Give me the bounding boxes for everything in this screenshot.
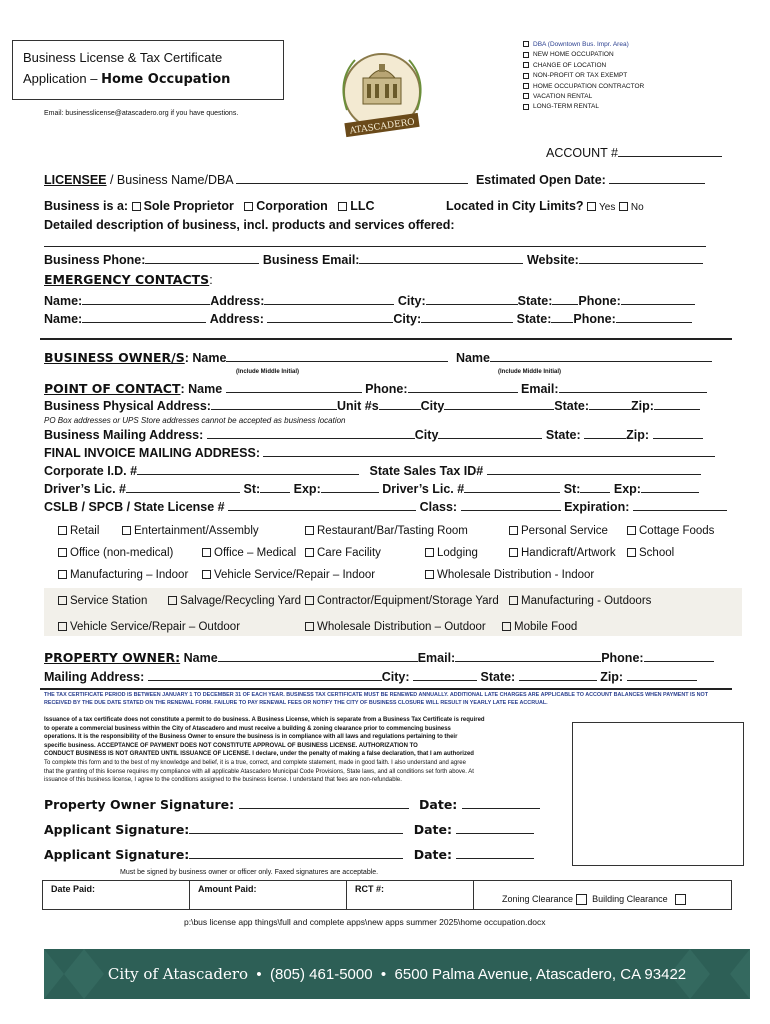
drivers-license-row [44,482,758,496]
dl2-exp-field[interactable] [641,482,699,493]
applicant-signature-label-1: Applicant Signature: [44,822,190,837]
dl1-st-label: St: [243,482,261,496]
city-limits-no-checkbox[interactable] [619,202,628,211]
ec2-address-field[interactable] [267,312,393,323]
business-owners-heading: BUSINESS OWNER/S [44,350,185,365]
mailing-zip-field[interactable] [653,428,703,439]
category-checkbox[interactable] [58,596,67,605]
po-signature-date-label: Date: [419,797,458,812]
application-type-item [523,50,644,60]
ec2-phone-field[interactable] [616,312,692,323]
dl1-field[interactable] [126,482,240,493]
application-type-item [523,92,644,102]
category-option[interactable] [425,547,478,559]
physical-city-label: City [420,399,445,413]
category-checkbox[interactable] [425,548,434,557]
legal-line-2: to operate a commercial business within the City of Atascadero and must receive a building & zoning clearance prior to commencing business [44,725,451,732]
category-option[interactable] [305,621,486,633]
legal-line-6: To complete this form and to the best of my knowledge and belief, it is a true, correct, and complete statement, made in good faith. I also understand and agree [44,759,466,766]
property-mailing-label: Mailing Address: [44,670,145,684]
property-email-field[interactable] [455,651,601,662]
section-divider [40,338,732,340]
applicant-signature-row-1 [44,821,758,839]
category-option[interactable] [627,525,714,537]
category-option[interactable] [502,621,577,633]
category-label: Manufacturing – Indoor [70,569,189,581]
application-type-label: LONG-TERM RENTAL [533,103,599,111]
category-option[interactable] [58,547,173,559]
property-zip-field[interactable] [627,670,697,681]
ec2-name-field[interactable] [82,312,206,323]
application-type-label: NEW HOME OCCUPATION [533,51,614,59]
category-label: Manufacturing - Outdoors [521,595,652,607]
applicant-date-label-1: Date: [413,822,453,837]
form-title-line1: Business License & Tax Certificate [23,50,223,65]
category-label: Entertainment/Assembly [134,525,259,537]
applicant-signature-label-2: Applicant Signature: [44,847,190,862]
llc-checkbox[interactable] [338,202,347,211]
legal-line-5: CONDUCT BUSINESS IS NOT GRANTED UNTIL ISSUANCE OF LICENSE. I declare, under the penalty of making a false declaration, that I am authorized [44,751,474,758]
licensee-row [44,173,758,187]
legal-line-4: specific business. ACCEPTANCE OF PAYMENT DOES NOT CONSTITUTE APPROVAL OF BUSINESS LICENSE. AUTHORIZATION TO [44,742,418,749]
footer-address: 6500 Palma Avenue, Atascadero, CA 93422 [394,966,687,983]
application-type-label: CHANGE OF LOCATION [533,61,607,69]
category-option[interactable] [168,595,301,607]
category-checkbox[interactable] [627,548,636,557]
physical-city-field[interactable] [444,399,554,410]
property-mailing-row [44,670,758,684]
account-number-field[interactable] [618,146,722,157]
property-email-label: Email: [417,651,456,665]
dl2-st-label: St: [563,482,581,496]
category-checkbox[interactable] [58,570,67,579]
property-city-label: City: [381,670,410,684]
payment-table [42,880,732,910]
poc-name-field[interactable] [226,382,362,393]
description-field[interactable] [44,246,706,247]
file-path: p:\bus license app things\full and complete apps\new apps summer 2025\home occupation.docx [184,917,546,927]
business-phone-field[interactable] [145,253,259,264]
business-phone-label: Business Phone: [44,253,146,267]
ec2-address-label: Address: [209,312,264,326]
property-phone-field[interactable] [644,651,714,662]
footer-separator-2: • [380,966,387,983]
physical-zip-field[interactable] [654,399,700,410]
footer-city-name: City of Atascadero [107,965,249,983]
ec1-address-label: Address: [210,294,265,308]
building-clearance-checkbox[interactable] [675,894,686,905]
amount-paid-label: Amount Paid: [198,884,257,894]
mailing-address-field[interactable] [207,428,415,439]
business-owner-row [44,350,758,365]
category-checkbox[interactable] [58,622,67,631]
category-option[interactable] [305,547,381,559]
website-field[interactable] [579,253,703,264]
owner1-name-field[interactable] [226,351,448,362]
category-label: Vehicle Service/Repair – Indoor [214,569,376,581]
legal-line-7: that the granting of this license requires my compliance with all applicable Atascadero Municipal Code Provisions, State laws, and all conditions set forth above. At [44,768,474,775]
property-owner-signature-field[interactable] [239,798,409,809]
category-option[interactable] [509,595,651,607]
physical-state-label: State: [554,399,590,413]
property-zip-label: Zip: [600,670,624,684]
category-option[interactable] [509,547,616,559]
cslb-field[interactable] [228,500,416,511]
applicant-signature-field-1[interactable] [189,823,403,834]
physical-address-field[interactable] [211,399,337,410]
category-option[interactable] [202,547,296,559]
mailing-address-row [44,428,758,442]
category-label: Care Facility [317,547,381,559]
category-label: Mobile Food [514,621,578,633]
ec1-state-label: State: [517,294,553,308]
corporate-id-row [44,464,758,478]
email-note: Email: businesslicense@atascadero.org if you have questions. [44,110,239,117]
date-paid-label: Date Paid: [51,884,96,894]
class-label: Class: [419,500,458,514]
description-label: Detailed description of business, incl. products and services offered: [44,218,455,232]
dl1-st-field[interactable] [260,482,290,493]
zoning-clearance-label: Zoning Clearance [502,893,574,904]
applicant-date-label-2: Date: [413,847,453,862]
final-invoice-row [44,446,758,460]
category-label: Vehicle Service/Repair – Outdoor [70,621,241,633]
expiration-label: Expiration: [564,500,630,514]
category-checkbox[interactable] [202,570,211,579]
property-divider [40,688,732,690]
category-option[interactable] [425,569,594,581]
corporation-label: Corporation [256,199,328,213]
category-checkbox[interactable] [58,526,67,535]
unit-label: Unit #s [336,399,379,413]
ec1-phone-field[interactable] [621,294,695,305]
tax-period-notice: THE TAX CERTIFICATE PERIOD IS BETWEEN JANUARY 1 TO DECEMBER 31 OF EACH YEAR. BUSINESS TAX CERTIFICATE MUST BE RENEWED ANNUALLY. ADDITIONAL LATE CHARGES ARE APPLICABLE TO ACCOUNT BALANCES WHEN PAYMENT IS NOT RECEIVED BY THE DUE DATE STATED ON THE RENEWAL FORM. FAILURE TO PAY RENEWAL FEES OR NOTIFY THE CITY OF BUSINESS CLOSURE WILL RESULT IN YEARLY LATE FEE ACCRUAL. [44,692,708,706]
category-checkbox[interactable] [509,596,518,605]
application-type-label: VACATION RENTAL [533,93,593,101]
property-name-label: Name [183,651,218,665]
category-option[interactable] [305,525,468,537]
city-limits-yes-checkbox[interactable] [587,202,596,211]
ec1-address-field[interactable] [264,294,394,305]
corporate-id-field[interactable] [137,464,359,475]
open-date-label: Estimated Open Date: [475,173,606,187]
business-name-field[interactable] [236,173,468,184]
category-option[interactable] [509,525,608,537]
application-type-checkbox[interactable] [523,104,529,110]
dl1-exp-field[interactable] [321,482,379,493]
licensee-heading: LICENSEE [44,173,107,187]
rct-label: RCT #: [355,884,384,894]
category-checkbox[interactable] [202,548,211,557]
category-checkbox[interactable] [305,596,314,605]
legal-text [44,716,548,785]
applicant-signature-field-2[interactable] [189,848,403,859]
application-type-checkbox[interactable] [523,62,529,68]
owner1-middle-note: (Include Middle Initial) [236,369,299,375]
category-option[interactable] [58,569,188,581]
property-owner-heading: PROPERTY OWNER: [44,650,181,665]
mailing-state-field[interactable] [584,428,626,439]
final-invoice-field[interactable] [263,446,715,457]
category-checkbox[interactable] [627,526,636,535]
category-option[interactable] [202,569,375,581]
owners-colon: : [184,351,189,365]
application-type-list [523,40,644,113]
property-owner-signature-row [44,796,758,814]
sole-proprietor-label: Sole Proprietor [143,199,234,213]
dl2-field[interactable] [464,482,560,493]
mailing-state-label: State: [545,428,581,442]
emergency-heading [44,271,758,289]
ec1-name-field[interactable] [82,294,210,305]
category-checkbox[interactable] [509,548,518,557]
form-title-bold: Home Occupation [101,72,231,87]
property-city-field[interactable] [413,670,477,681]
application-type-checkbox[interactable] [523,73,529,79]
category-label: Wholesale Distribution – Outdoor [317,621,486,633]
physical-state-field[interactable] [589,399,631,410]
poc-phone-field[interactable] [408,382,518,393]
category-option[interactable] [627,547,674,559]
llc-label: LLC [350,199,375,213]
emergency-contacts-heading: EMERGENCY CONTACTS [44,272,210,287]
cslb-label: CSLB / SPCB / State License # [44,500,225,514]
category-label: Handicraft/Artwork [521,547,616,559]
footer-separator-1: • [256,966,262,983]
point-of-contact-heading: POINT OF CONTACT [44,381,181,396]
category-option[interactable] [58,525,99,537]
physical-zip-label: Zip: [631,399,654,413]
city-limits-label: Located in City Limits? [446,199,584,213]
application-type-checkbox[interactable] [523,83,529,89]
zoning-clearance-checkbox[interactable] [576,894,587,905]
business-email-label: Business Email: [262,253,360,267]
ec1-city-label: City: [397,294,426,308]
owner2-middle-note: (Include Middle Initial) [498,369,561,375]
application-type-item [523,61,644,71]
category-option[interactable] [58,595,147,607]
physical-address-label: Business Physical Address: [44,399,211,413]
category-checkbox[interactable] [305,622,314,631]
poc-email-label: Email: [521,382,559,396]
property-state-field[interactable] [519,670,597,681]
application-type-item [523,102,644,112]
sole-proprietor-checkbox[interactable] [132,202,141,211]
applicant-date-field-1[interactable] [456,823,534,834]
application-type-label: DBA (Downtown Bus. Impr. Area) [533,41,629,48]
unit-field[interactable] [379,399,421,410]
category-checkbox[interactable] [502,622,511,631]
form-title-line2 [23,68,273,90]
corporation-checkbox[interactable] [244,202,253,211]
application-type-item [523,40,644,50]
ec2-phone-label: Phone: [573,312,616,326]
category-checkbox[interactable] [509,526,518,535]
owner2-name-field[interactable] [490,351,712,362]
sales-tax-id-field[interactable] [487,464,701,475]
class-field[interactable] [461,500,561,511]
office-use-box [572,722,744,866]
ec1-state-field[interactable] [552,294,578,305]
applicant-date-field-2[interactable] [456,848,534,859]
state-license-row [44,500,758,514]
poc-name-label: : Name [180,382,223,396]
business-name-label: / Business Name/DBA [106,173,233,187]
category-option[interactable] [122,525,259,537]
physical-address-row [44,399,758,413]
category-label: Office – Medical [214,547,297,559]
poc-phone-label: Phone: [365,382,408,396]
dl2-st-field[interactable] [580,482,610,493]
owner2-name-label: Name [455,351,490,365]
application-type-checkbox[interactable] [523,52,529,58]
open-date-field[interactable] [609,173,705,184]
form-title-box [12,40,284,100]
category-label: Lodging [437,547,478,559]
form-title-prefix: Application – [23,71,102,86]
category-label: School [639,547,675,559]
seal-text: ATASCADERO [349,117,416,137]
footer-phone[interactable]: (805) 461-5000 [269,966,373,983]
property-owner-row [44,650,758,665]
mailing-zip-label: Zip: [626,428,650,442]
application-type-checkbox[interactable] [523,41,529,47]
category-checkbox[interactable] [168,596,177,605]
clearance-cell [474,881,732,910]
category-label: Cottage Foods [639,525,715,537]
building-clearance-label: Building Clearance [592,893,668,904]
category-label: Contractor/Equipment/Storage Yard [317,595,499,607]
property-owner-signature-label: Property Owner Signature: [44,797,235,812]
application-type-checkbox[interactable] [523,93,529,99]
poc-email-field[interactable] [559,382,707,393]
ec1-phone-label: Phone: [578,294,621,308]
final-invoice-label: FINAL INVOICE MAILING ADDRESS: [44,446,260,460]
sales-tax-id-label: State Sales Tax ID# [369,464,484,478]
category-option[interactable] [305,595,499,607]
category-label: Personal Service [521,525,608,537]
application-type-item [523,71,644,81]
ec2-state-field[interactable] [551,312,573,323]
account-number [546,146,722,160]
dl2-label: Driver’s Lic. # [382,482,465,496]
footer-banner [44,949,750,999]
category-label: Restaurant/Bar/Tasting Room [317,525,468,537]
category-checkbox[interactable] [425,570,434,579]
property-state-label: State: [480,670,516,684]
expiration-field[interactable] [633,500,727,511]
rct-cell[interactable] [347,881,474,910]
legal-line-3: operations. It is the responsibility of the Business Owner to ensure the business is in compliance with all laws and regulations pertaining to their [44,734,458,741]
category-checkbox[interactable] [305,548,314,557]
mailing-city-label: City [414,428,439,442]
ec2-state-label: State: [516,312,552,326]
legal-line-8: issuance of this business license, I agree to the conditions assigned to the business license. I understand that fees are non-refundable. [44,777,402,784]
ec1-name-label: Name: [44,294,83,308]
property-mailing-field[interactable] [148,670,382,681]
category-option[interactable] [58,621,240,633]
business-email-field[interactable] [359,253,523,264]
dl1-label: Driver’s Lic. # [44,482,126,496]
category-label: Wholesale Distribution - Indoor [437,569,595,581]
category-checkbox[interactable] [58,548,67,557]
ec2-city-field[interactable] [421,312,513,323]
point-of-contact-row [44,381,758,396]
signature-note: Must be signed by business owner or officer only. Faxed signatures are acceptable. [120,869,379,876]
ec2-city-label: City: [393,312,422,326]
ec1-city-field[interactable] [426,294,518,305]
application-type-label: NON-PROFIT OR TAX EXEMPT [533,72,628,80]
mailing-address-label: Business Mailing Address: [44,428,204,442]
city-seal-logo [327,40,437,145]
mailing-city-field[interactable] [438,428,542,439]
applicant-signature-row-2 [44,846,758,864]
category-label: Office (non-medical) [70,547,174,559]
business-type-row [44,199,758,213]
category-label: Retail [70,525,100,537]
ec2-name-label: Name: [44,312,83,326]
corporate-id-label: Corporate I.D. # [44,464,138,478]
no-label: No [630,202,644,213]
application-type-label: HOME OCCUPATION CONTRACTOR [533,82,645,90]
category-checkbox[interactable] [305,526,314,535]
date-paid-cell[interactable] [43,881,190,910]
legal-line-1: Issuance of a tax certificate does not constitute a permit to do business. A Business License, which is separate from a Business Tax Certificate is required [44,717,485,723]
owner1-name-label: Name [192,351,227,365]
emergency-colon: : [209,273,213,287]
account-label: ACCOUNT # [546,146,619,160]
business-type-label: Business is a: [44,199,129,213]
dl1-exp-label: Exp: [293,482,321,496]
website-label: Website: [526,253,579,267]
emergency-contact-row-1 [44,294,758,308]
category-label: Service Station [70,595,148,607]
property-phone-label: Phone: [601,651,644,665]
property-name-field[interactable] [218,651,418,662]
emergency-contact-row-2 [44,312,758,326]
category-label: Salvage/Recycling Yard [180,595,302,607]
dl2-exp-label: Exp: [613,482,641,496]
yes-label: Yes [599,202,616,213]
po-box-note: PO Box addresses or UPS Store addresses cannot be accepted as business location [44,416,346,425]
po-signature-date-field[interactable] [462,798,540,809]
amount-paid-cell[interactable] [190,881,347,910]
business-contact-row [44,253,758,267]
application-type-item [523,82,644,92]
category-checkbox[interactable] [122,526,131,535]
